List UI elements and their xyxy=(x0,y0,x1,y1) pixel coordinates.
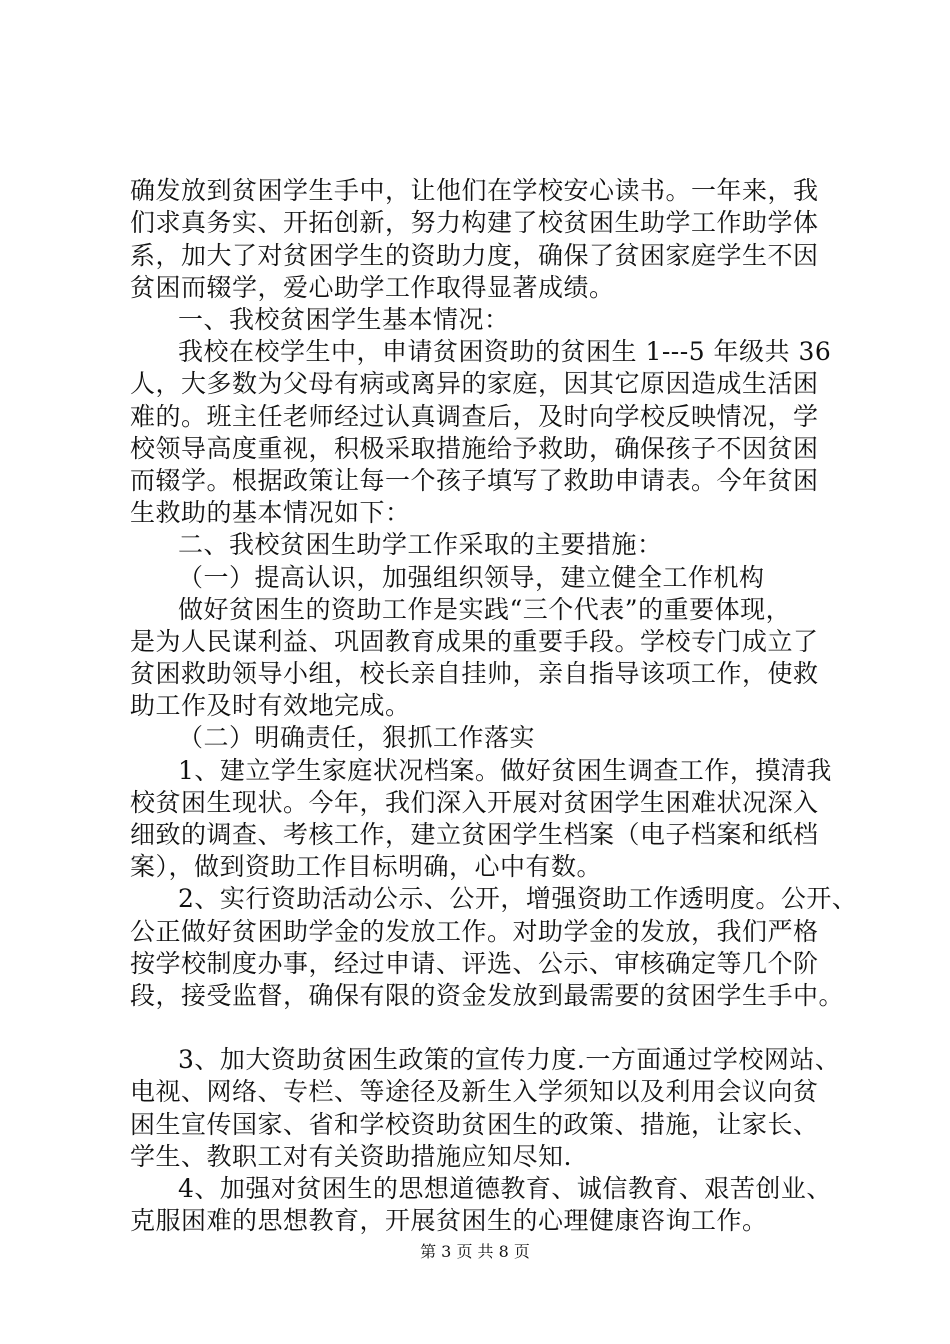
paragraph-line: 案），做到资助工作目标明确，心中有数。 xyxy=(130,852,603,881)
paragraph-line: 生救助的基本情况如下： xyxy=(130,498,411,527)
paragraph-line: 学生、教职工对有关资助措施应知尽知. xyxy=(130,1142,572,1171)
paragraph-line: 们求真务实、开拓创新，努力构建了校贫困生助学工作助学体 xyxy=(130,208,819,237)
paragraph-line: 4、加强对贫困生的思想道德教育、诚信教育、艰苦创业、 xyxy=(178,1174,832,1203)
paragraph-line: 确发放到贫困学生手中，让他们在学校安心读书。一年来，我 xyxy=(130,176,819,205)
paragraph-line: 按学校制度办事，经过申请、评选、公示、审核确定等几个阶 xyxy=(130,949,819,978)
paragraph-line: 细致的调查、考核工作，建立贫困学生档案（电子档案和纸档 xyxy=(130,820,819,849)
paragraph-line: 段，接受监督，确保有限的资金发放到最需要的贫困学生手中。 xyxy=(130,981,845,1010)
subsection-heading: （一）提高认识，加强组织领导，建立健全工作机构 xyxy=(178,563,765,592)
section-heading: 二、我校贫困生助学工作采取的主要措施： xyxy=(178,530,663,559)
paragraph-line: 2、实行资助活动公示、公开，增强资助工作透明度。公开、 xyxy=(178,884,858,913)
paragraph-line: 是为人民谋利益、巩固教育成果的重要手段。学校专门成立了 xyxy=(130,627,819,656)
paragraph-line: 克服困难的思想教育，开展贫困生的心理健康咨询工作。 xyxy=(130,1206,768,1235)
paragraph-line: 难的。班主任老师经过认真调查后，及时向学校反映情况，学 xyxy=(130,402,819,431)
paragraph-line: 校贫困生现状。今年，我们深入开展对贫困学生困难状况深入 xyxy=(130,788,819,817)
paragraph-line: 系，加大了对贫困学生的资助力度，确保了贫困家庭学生不因 xyxy=(130,241,819,270)
paragraph-line: 助工作及时有效地完成。 xyxy=(130,691,411,720)
paragraph-line: 人，大多数为父母有病或离异的家庭，因其它原因造成生活困 xyxy=(130,369,819,398)
paragraph-line: 1、建立学生家庭状况档案。做好贫困生调查工作，摸清我 xyxy=(178,756,832,785)
paragraph-line: 困生宣传国家、省和学校资助贫困生的政策、措施，让家长、 xyxy=(130,1110,819,1139)
section-heading: 一、我校贫困学生基本情况： xyxy=(178,305,510,334)
paragraph-line: 贫困而辍学，爱心助学工作取得显著成绩。 xyxy=(130,273,615,302)
paragraph-line: 贫困救助领导小组，校长亲自挂帅，亲自指导该项工作，使救 xyxy=(130,659,819,688)
paragraph-line: 电视、网络、专栏、等途径及新生入学须知以及利用会议向贫 xyxy=(130,1077,819,1106)
paragraph-line: 3、加大资助贫困生政策的宣传力度.一方面通过学校网站、 xyxy=(178,1045,841,1074)
paragraph-line: 我校在校学生中，申请贫困资助的贫困生 1---5 年级共 36 xyxy=(178,337,832,366)
page-number-footer: 第 3 页 共 8 页 xyxy=(420,1242,530,1261)
paragraph-line: 公正做好贫困助学金的发放工作。对助学金的发放，我们严格 xyxy=(130,917,819,946)
subsection-heading: （二）明确责任，狠抓工作落实 xyxy=(178,723,536,752)
paragraph-line: 做好贫困生的资助工作是实践“三个代表”的重要体现， xyxy=(178,595,792,624)
paragraph-line: 校领导高度重视，积极采取措施给予救助，确保孩子不因贫困 xyxy=(130,434,819,463)
paragraph-line: 而辍学。根据政策让每一个孩子填写了救助申请表。今年贫困 xyxy=(130,466,819,495)
